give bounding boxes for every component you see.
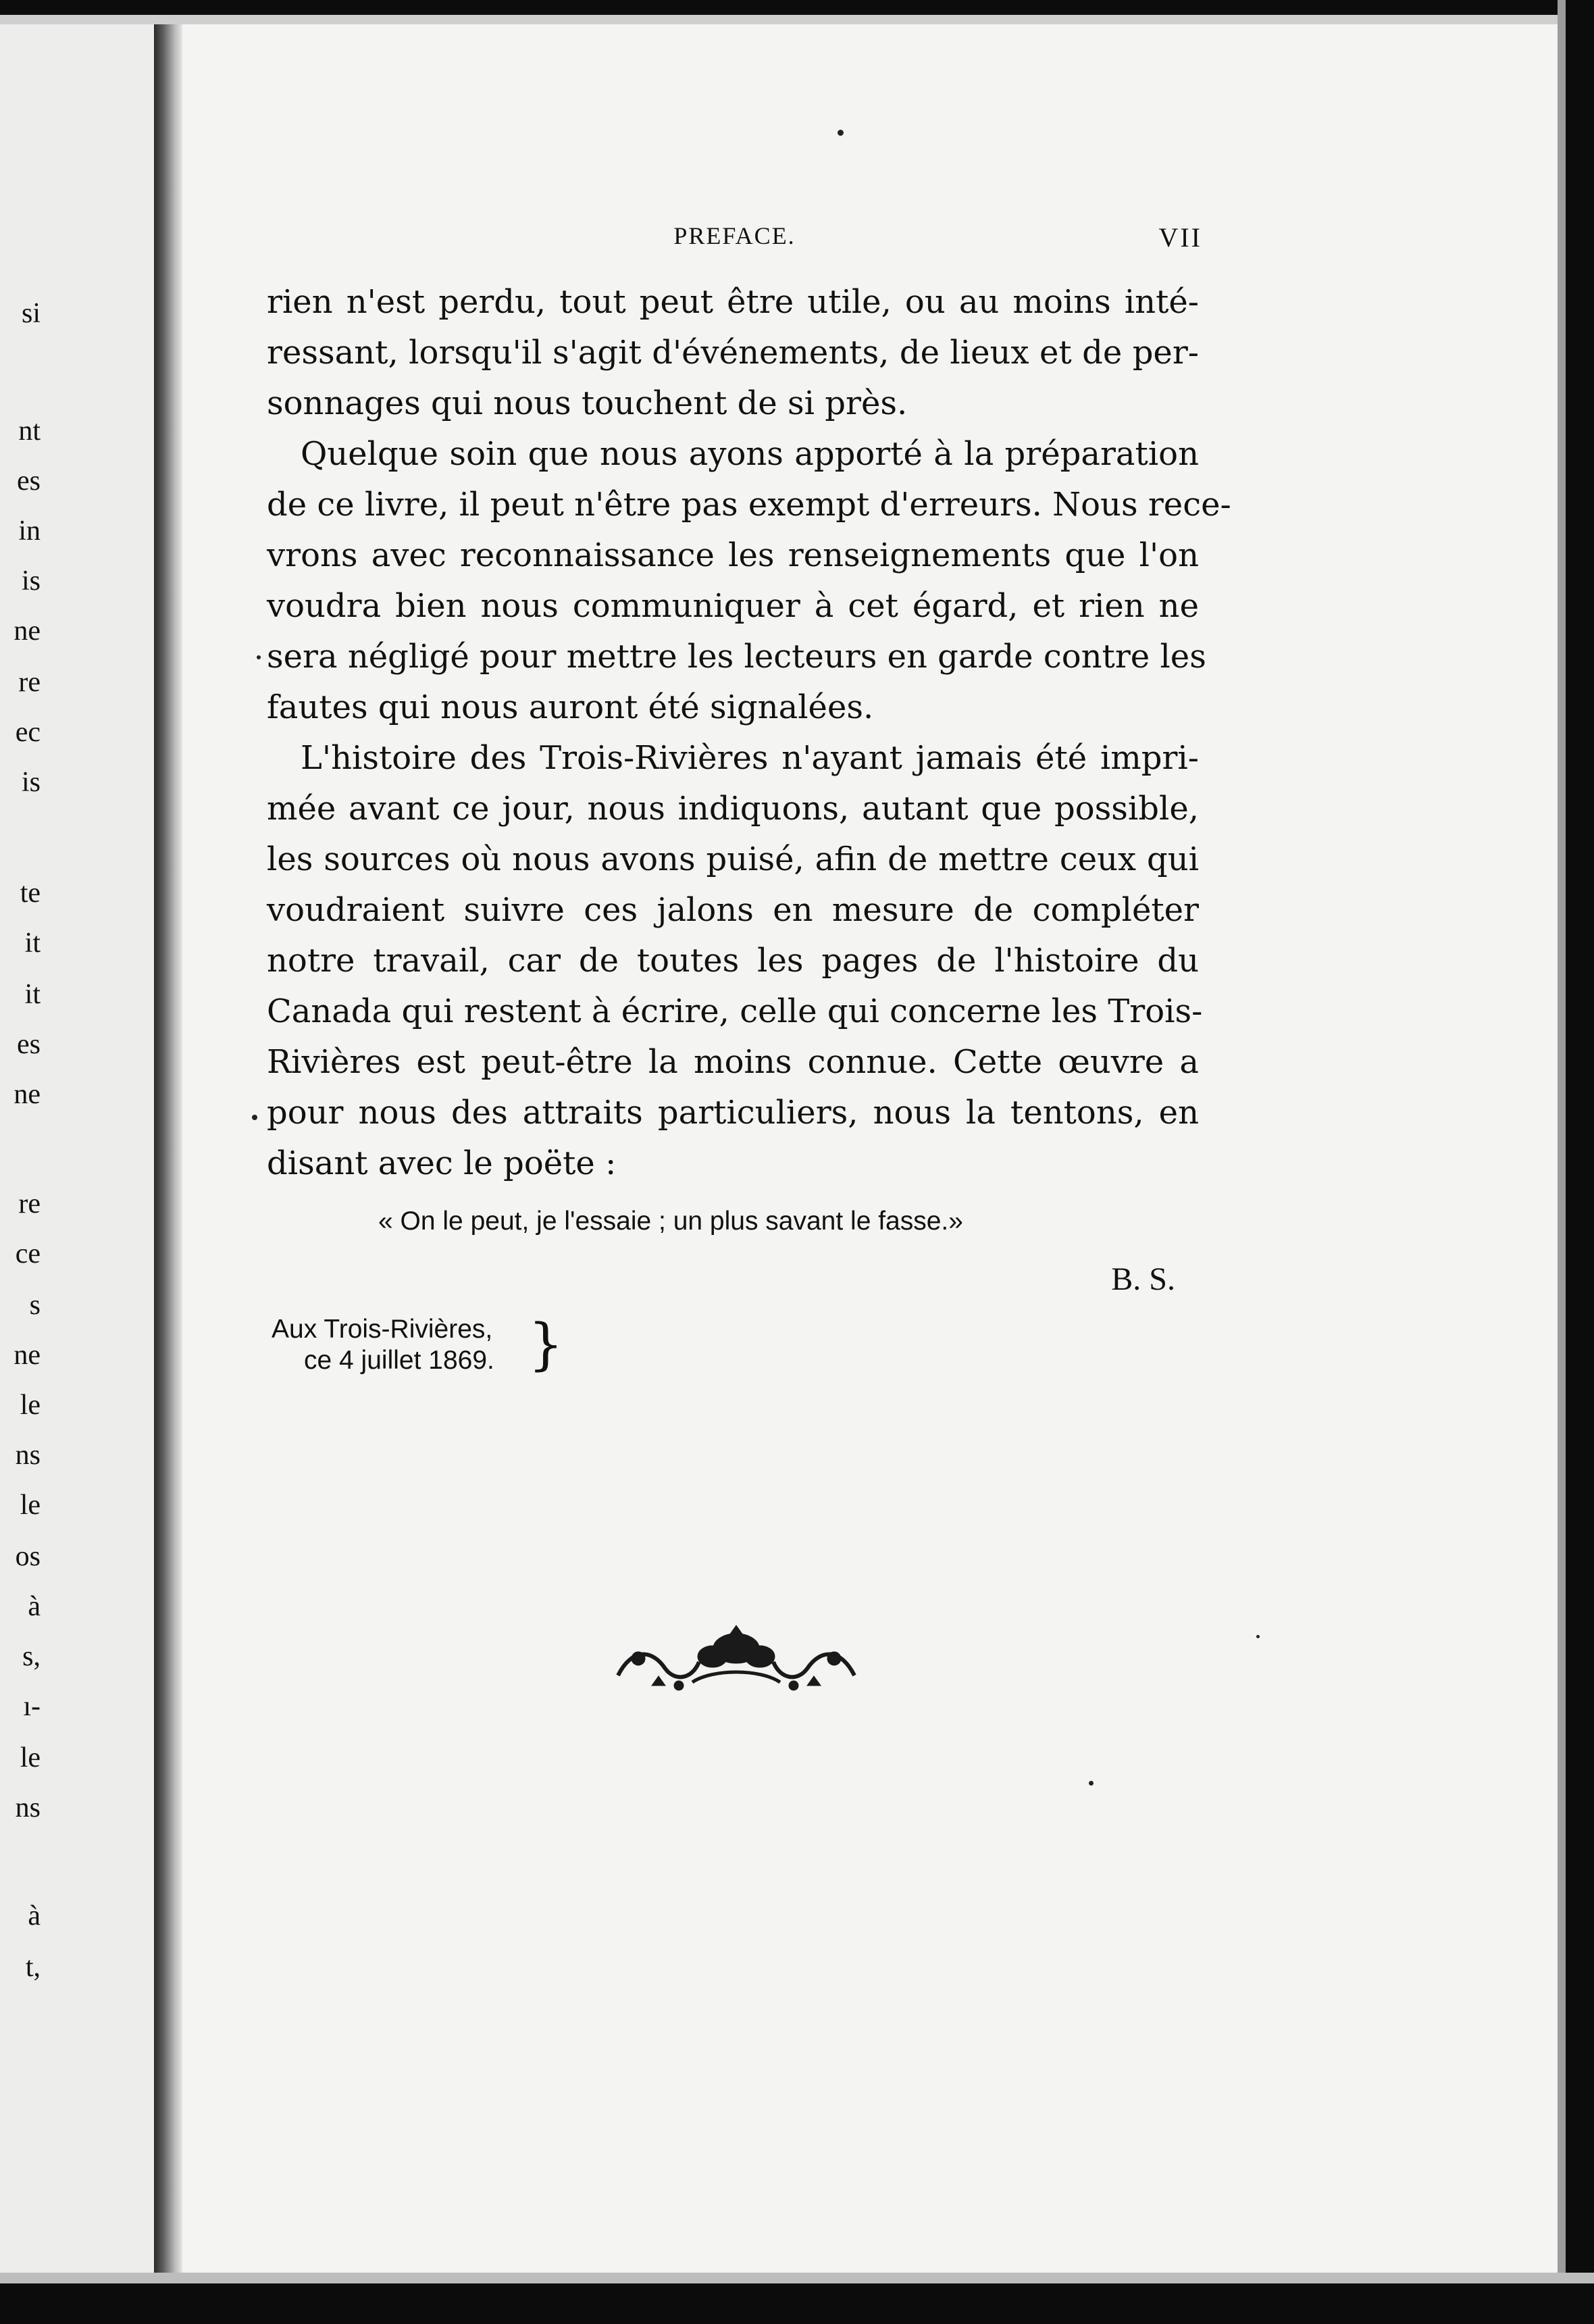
text-line: notre travail, car de toutes les pages de l'histoire du — [267, 942, 1199, 980]
scan-frame-top — [0, 0, 1594, 15]
preface-body — [267, 277, 1231, 1189]
running-head — [267, 222, 1202, 262]
text-line: sonnages qui nous touchent de si près. — [267, 384, 908, 422]
page-title: PREFACE. — [673, 222, 796, 249]
text-line: Canada qui restent à écrire, celle qui concerne les Trois- — [267, 992, 1203, 1030]
facing-page-fragment: nt — [18, 415, 41, 447]
text-line: voudra bien nous communiquer à cet égard, et rien ne — [267, 587, 1199, 625]
book-gutter-shadow — [154, 24, 182, 2274]
text-line: les sources où nous avons puisé, afin de mettre ceux qui — [267, 840, 1199, 878]
text-line: fautes qui nous auront été signalées. — [267, 688, 874, 726]
facing-page-fragment: ne — [14, 615, 41, 647]
facing-page-fragment: os — [15, 1541, 41, 1572]
facing-page-fragment: s — [29, 1290, 41, 1321]
facing-page-fragment: es — [17, 1029, 41, 1060]
facing-page-fragment: t, — [25, 1952, 41, 1983]
text-line: ressant, lorsqu'il s'agit d'événements, de lieux et de per- — [267, 334, 1199, 372]
facing-page-fragment: is — [21, 767, 41, 798]
scan-frame-right — [1566, 0, 1594, 2324]
dateline-brace: } — [528, 1313, 564, 1377]
facing-page-fragment: ne — [14, 1340, 41, 1371]
facing-page-fragment: le — [20, 1742, 41, 1773]
facing-page-fragment: es — [17, 465, 41, 497]
facing-page-fragment: s, — [22, 1641, 41, 1672]
print-speck — [1256, 1635, 1260, 1638]
poet-quotation: « On le peut, je l'essaie ; un plus savant le fasse.» — [378, 1207, 963, 1236]
text-line: vrons avec reconnaissance les renseignements que l'on — [267, 536, 1199, 574]
facing-page-fragment: is — [21, 565, 41, 597]
facing-page-fragment: le — [20, 1390, 41, 1421]
text-line: de ce livre, il peut n'être pas exempt d'erreurs. Nous rece- — [267, 486, 1231, 524]
print-speck — [252, 1115, 257, 1120]
text-line: Quelque soin que nous ayons apporté à la préparation — [301, 435, 1199, 473]
text-line: pour nous des attraits particuliers, nous la tentons, en — [267, 1094, 1199, 1132]
facing-page-fragment: à — [28, 1591, 41, 1622]
facing-page-fragment: re — [18, 667, 41, 698]
facing-page-fragment: te — [20, 878, 41, 909]
facing-page-fragment: ce — [15, 1238, 41, 1269]
text-line: Rivières est peut-être la moins connue. Cette œuvre a — [267, 1043, 1199, 1081]
dateline-place: Aux Trois-Rivières, — [272, 1315, 493, 1344]
scan-frame-bottom — [0, 2283, 1594, 2324]
text-line: disant avec le poëte : — [267, 1144, 617, 1182]
text-line: L'histoire des Trois-Rivières n'ayant jamais été impri- — [301, 739, 1199, 777]
facing-page-fragment: ec — [15, 717, 41, 748]
facing-page-fragment: it — [24, 979, 41, 1010]
facing-page-fragment: ne — [14, 1079, 41, 1110]
facing-page-edge — [0, 24, 155, 2274]
facing-page-fragment: ı- — [23, 1691, 41, 1722]
text-line: mée avant ce jour, nous indiquons, autant que possible, — [267, 790, 1199, 828]
facing-page-fragment: à — [28, 1900, 41, 1931]
dateline-date: ce 4 juillet 1869. — [304, 1346, 494, 1375]
facing-page-fragment: it — [24, 928, 41, 959]
facing-page-fragment: ns — [15, 1440, 41, 1471]
floral-ornament-icon — [611, 1621, 861, 1696]
page-number: VII — [1158, 222, 1202, 253]
facing-page-fragment: in — [18, 515, 41, 547]
facing-page-fragment: re — [18, 1188, 41, 1219]
text-line: sera négligé pour mettre les lecteurs en garde contre les — [267, 638, 1206, 676]
print-speck — [1089, 1781, 1094, 1786]
facing-page-fragment: ns — [15, 1792, 41, 1823]
print-speck — [838, 130, 844, 136]
text-line: rien n'est perdu, tout peut être utile, ou au moins inté- — [267, 283, 1199, 321]
facing-page-fragment: si — [21, 298, 41, 329]
print-speck — [257, 655, 261, 659]
text-line: voudraient suivre ces jalons en mesure de compléter — [267, 891, 1199, 929]
facing-page-fragment: le — [20, 1490, 41, 1521]
dateline — [272, 1313, 564, 1389]
author-initials: B. S. — [1111, 1261, 1175, 1297]
